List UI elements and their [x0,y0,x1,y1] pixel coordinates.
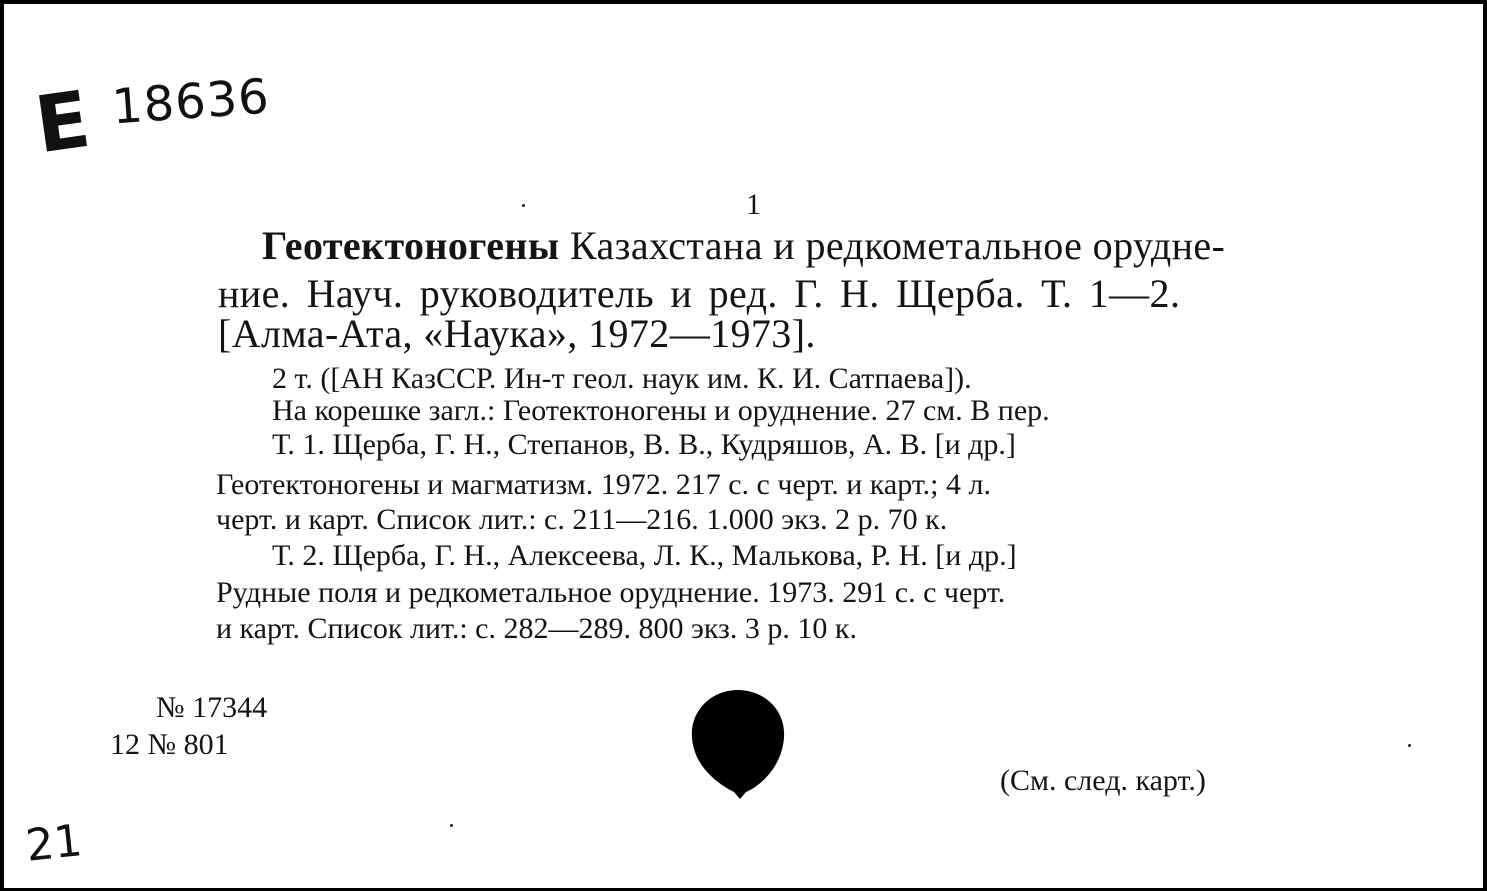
scan-border-right [1483,0,1487,891]
scan-border-left [0,0,4,891]
body-line-vol2-title: Рудные поля и редкометальное оруднение. 1973. 291 с. с черт. [216,576,1006,609]
speck [1408,744,1411,747]
title-bold-word: Геотектоногены [262,223,560,268]
handwritten-code-letter: E [29,74,96,172]
handwritten-bottom-number: 21 [23,815,85,872]
body-line-vol1-title: Геотектоногены и магматизм. 1972. 217 с. с черт. и карт.; 4 л. [216,468,991,501]
handwritten-code-number: 18636 [110,68,272,136]
title-line-2: ние. Науч. руководитель и ред. Г. Н. Щерба. Т. 1—2. [218,271,1181,316]
see-next-card: (См. след. карт.) [1000,764,1206,797]
body-line-vol2-details: и карт. Список лит.: с. 282—289. 800 экз. 3 р. 10 к. [216,612,857,645]
title-line-3: [Алма-Ата, «Наука», 1972—1973]. [218,311,816,356]
body-line-vol1-authors: Т. 1. Щерба, Г. Н., Степанов, В. В., Кудряшов, А. В. [и др.] [272,428,1016,461]
title-line-1 [262,223,1226,268]
scan-border-top [0,0,1487,4]
registration-number: № 17344 [156,691,268,724]
body-line-volumes: 2 т. ([АН КазССР. Ин-т геол. наук им. К. И. Сатпаева]). [272,362,972,395]
volume-number: 1 [746,188,761,221]
speck [522,204,525,207]
body-line-vol1-details: черт. и карт. Список лит.: с. 211—216. 1.000 экз. 2 р. 70 к. [216,503,948,536]
punch-hole [690,688,786,800]
body-line-spine-title: На корешке загл.: Геотектоногены и оруднение. 27 см. В пер. [272,394,1050,427]
registration-number-2: 12 № 801 [110,728,229,761]
speck [450,824,453,827]
title-rest: Казахстана и редкометальное орудне- [559,223,1226,268]
body-line-vol2-authors: Т. 2. Щерба, Г. Н., Алексеева, Л. К., Малькова, Р. Н. [и др.] [272,539,1017,572]
